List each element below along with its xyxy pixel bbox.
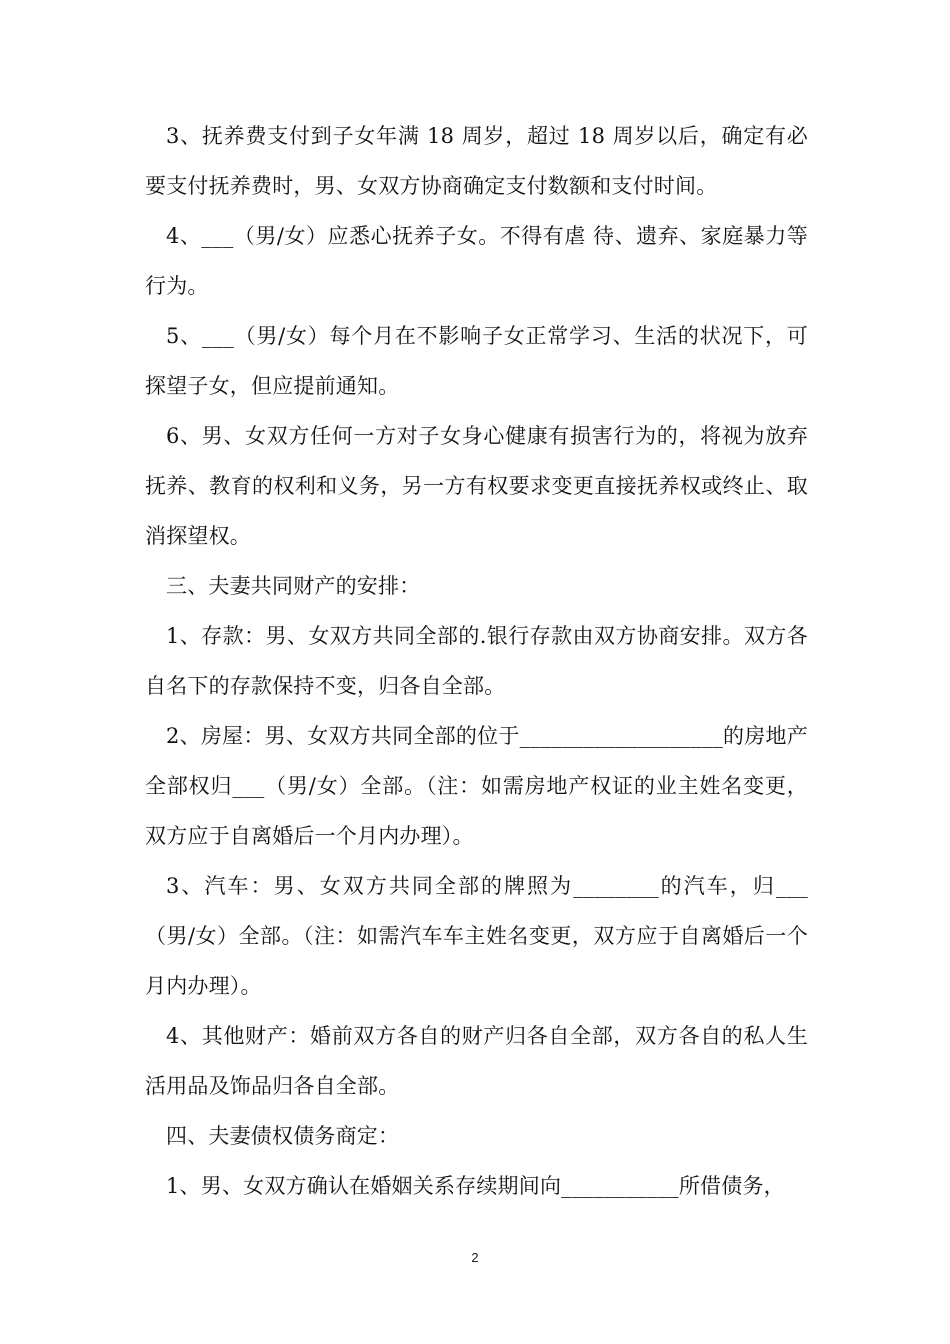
paragraph-car: 3、汽车：男、女双方共同全部的牌照为________的汽车，归___（男/女）全部。（注：如需汽车车主姓名变更，双方应于自离婚后一个月内办理）。 — [145, 874, 808, 998]
paragraph-deposits: 1、存款：男、女双方共同全部的.银行存款由双方协商安排。双方各自名下的存款保持不变，归各自全部。 — [145, 624, 808, 698]
paragraph-custody-duty: 4、___（男/女）应悉心抚养子女。不得有虐 待、遗弃、家庭暴力等行为。 — [145, 224, 808, 298]
paragraph-harm-clause: 6、男、女双方任何一方对子女身心健康有损害行为的，将视为放弃抚养、教育的权利和义务，另一方有权要求变更直接抚养权或终止、取消探望权。 — [145, 424, 808, 548]
paragraph-debt-confirmation: 1、男、女双方确认在婚姻关系存续期间向___________所借债务， — [166, 1174, 785, 1198]
page-number: 2 — [471, 1250, 479, 1265]
section-heading-debts: 四、夫妻债权债务商定： — [166, 1124, 400, 1148]
paragraph-child-support-duration: 3、抚养费支付到子女年满 18 周岁，超过 18 周岁以后，确定有必要支付抚养费时，男、女双方协商确定支付数额和支付时间。 — [145, 124, 808, 198]
paragraph-house: 2、房屋：男、女双方共同全部的位于___________________的房地产全部权归___（男/女）全部。（注：如需房地产权证的业主姓名变更，双方应于自离婚后一个月内办理）。 — [145, 724, 808, 848]
section-heading-joint-property: 三、夫妻共同财产的安排： — [166, 574, 421, 598]
paragraph-other-property: 4、其他财产：婚前双方各自的财产归各自全部，双方各自的私人生活用品及饰品归各自全部。 — [145, 1024, 808, 1098]
paragraph-visitation: 5、___（男/女）每个月在不影响子女正常学习、生活的状况下，可探望子女，但应提前通知。 — [145, 324, 808, 398]
